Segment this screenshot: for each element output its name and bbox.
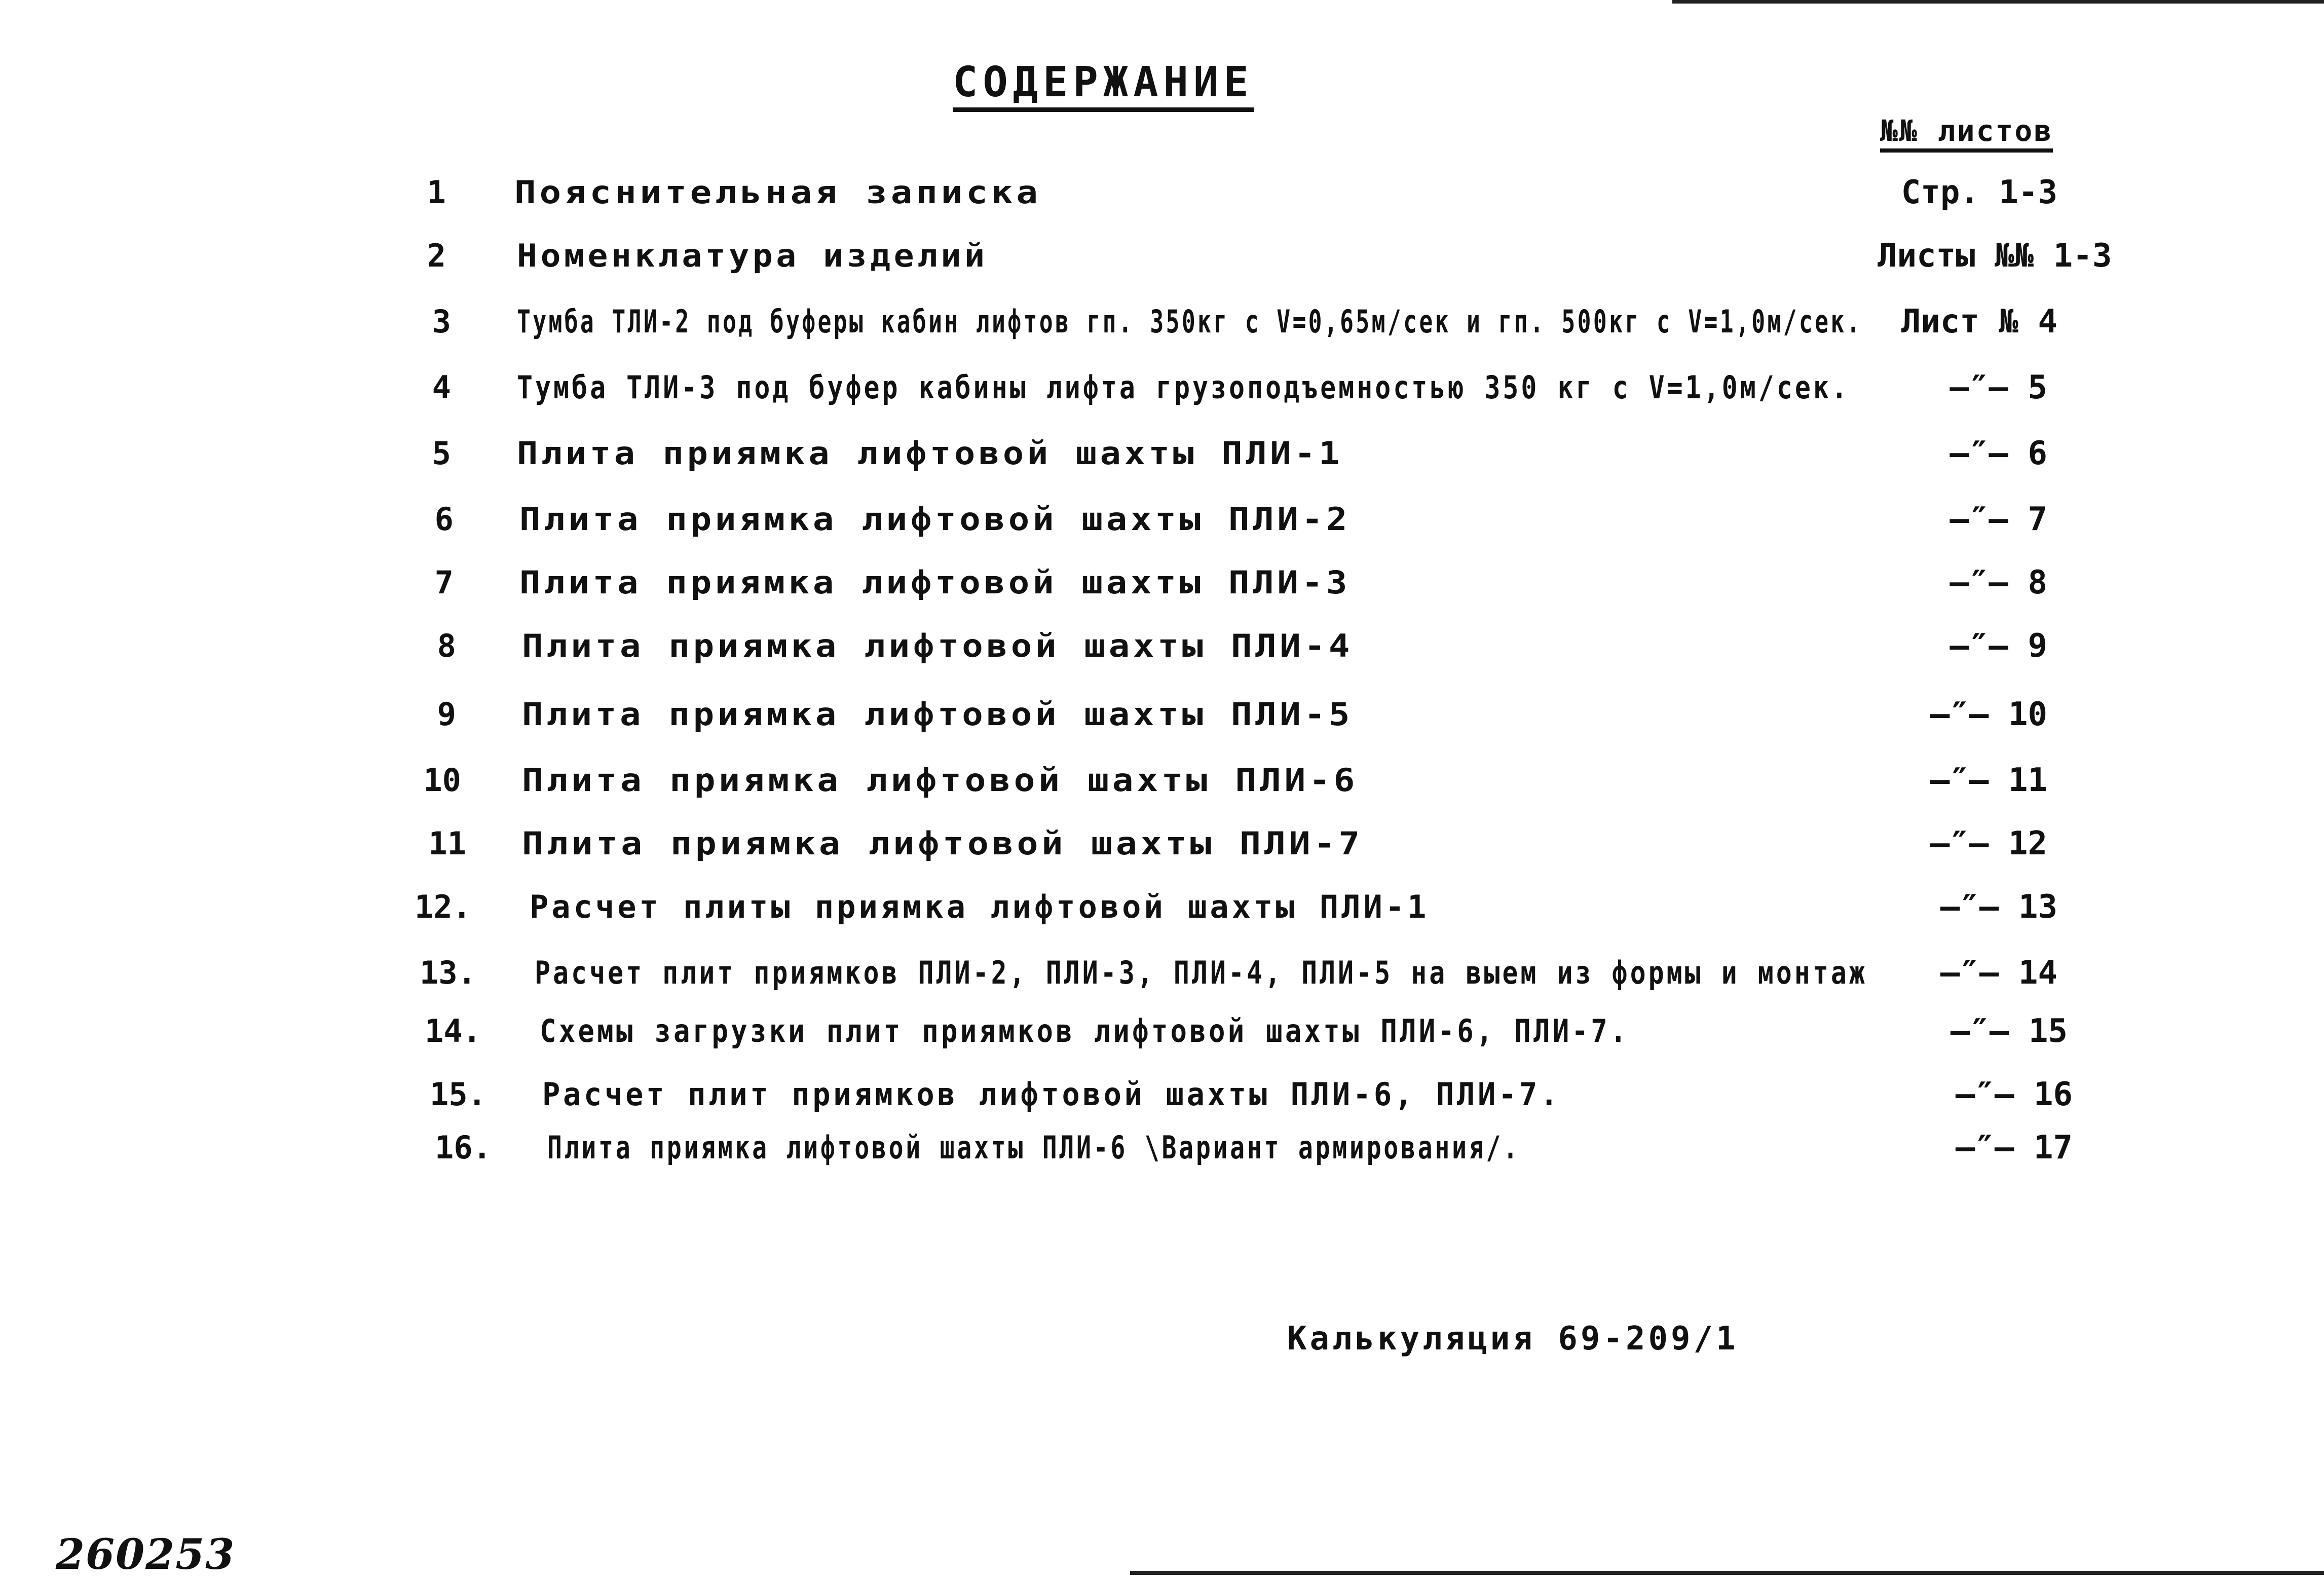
toc-row-title: Плита приямка лифтовой шахты ПЛИ-5 [522,696,1354,733]
toc-row [0,882,2324,932]
toc-row-title: Номенклатура изделий [517,237,988,274]
toc-row-sheet-ref: —″— 7 [1950,501,2047,538]
toc-row-title: Плита приямка лифтовой шахты ПЛИ-6 \Вариант армирования/. [547,1129,1520,1166]
toc-row-sheet-ref: —″— 16 [1955,1076,2073,1113]
toc-row-number: 11 [428,825,466,862]
toc-row-number: 14. [425,1012,481,1049]
toc-row-title: Плита приямка лифтовой шахты ПЛИ-3 [519,564,1351,601]
toc-row [0,428,2324,479]
toc-row-title: Расчет плиты приямка лифтовой шахты ПЛИ-1 [530,888,1430,925]
toc-row [0,689,2324,740]
toc-row-title: Тумба ТЛИ-2 под буферы кабин лифтов гп. 350кг с V=0,65м/сек и гп. 500кг с V=1,0м/сек. [517,303,1862,340]
toc-row-number: 6 [434,501,454,538]
toc-row-title: Плита приямка лифтовой шахты ПЛИ-6 [522,762,1359,799]
toc-row [0,557,2324,608]
page-title: СОДЕРЖАНИЕ [953,61,1254,112]
toc-row [0,948,2324,998]
toc-row-number: 2 [427,237,446,274]
toc-row-number: 3 [432,303,451,340]
toc-row [0,755,2324,806]
toc-row-sheet-ref: —″— 10 [1930,696,2047,733]
toc-row [0,362,2324,413]
toc-row-sheet-ref: —″— 12 [1930,825,2047,862]
toc-row-number: 4 [432,369,451,406]
toc-row-title: Плита приямка лифтовой шахты ПЛИ-1 [517,435,1343,472]
toc-row-sheet-ref: —″— 5 [1950,369,2047,406]
toc-row-number: 10 [423,762,461,799]
scan-edge-line [1672,0,2324,4]
toc-row-number: 7 [434,564,454,601]
toc-row-title: Пояснительная записка [514,174,1041,211]
toc-row-number: 5 [432,435,451,472]
toc-row-title: Расчет плит приямков ПЛИ-2, ПЛИ-3, ПЛИ-4, ПЛИ-5 на выем из формы и монтаж [535,954,1867,991]
toc-row-number: 16. [435,1129,492,1166]
toc-row-sheet-ref: —″— 8 [1950,564,2047,601]
toc-row [0,231,2324,281]
toc-row-title: Плита приямка лифтовой шахты ПЛИ-2 [519,501,1351,538]
toc-row-title: Тумба ТЛИ-3 под буфер кабины лифта грузоподъемностью 350 кг с V=1,0м/сек. [517,369,1850,406]
toc-row-sheet-ref: Стр. 1-3 [1901,174,2057,211]
toc-row-sheet-ref: —″— 13 [1940,888,2057,926]
toc-row-sheet-ref: —″— 6 [1950,435,2047,472]
toc-row-sheet-ref: —″— 14 [1940,954,2057,992]
toc-row-sheet-ref: Листы №№ 1-3 [1878,237,2112,275]
toc-row-sheet-ref: —″— 11 [1930,762,2047,799]
toc-row-title: Плита приямка лифтовой шахты ПЛИ-7 [522,825,1364,862]
toc-row [0,621,2324,671]
toc-row-title: Схемы загрузки плит приямков лифтовой шахты ПЛИ-6, ПЛИ-7. [540,1012,1629,1049]
toc-row-sheet-ref: —″— 17 [1955,1129,2073,1167]
toc-row [0,1122,2324,1173]
toc-row-number: 9 [437,696,456,733]
toc-row-sheet-ref: —″— 9 [1950,627,2047,665]
toc-row-number: 12. [415,888,471,925]
toc-row-sheet-ref: —″— 15 [1950,1012,2068,1050]
toc-row [0,167,2324,218]
toc-row-number: 15. [430,1076,486,1113]
toc-row-sheet-ref: Лист № 4 [1901,303,2057,341]
toc-row [0,494,2324,545]
toc-row [0,1006,2324,1057]
toc-row-title: Расчет плит приямков лифтовой шахты ПЛИ-6, ПЛИ-7. [542,1076,1561,1113]
toc-row-number: 8 [437,627,456,664]
toc-row-number: 13. [420,954,476,991]
toc-row [0,296,2324,347]
toc-row-title: Плита приямка лифтовой шахты ПЛИ-4 [522,627,1354,664]
toc-row-number: 1 [427,174,446,211]
calculation-reference: Калькуляция 69-209/1 [1287,1320,1739,1358]
frame-bottom-line [1130,1571,2324,1575]
toc-row [0,1069,2324,1120]
archive-stamp-number: 260253 [56,1530,236,1579]
sheet-column-header: №№ листов [1880,116,2053,153]
toc-row [0,818,2324,869]
